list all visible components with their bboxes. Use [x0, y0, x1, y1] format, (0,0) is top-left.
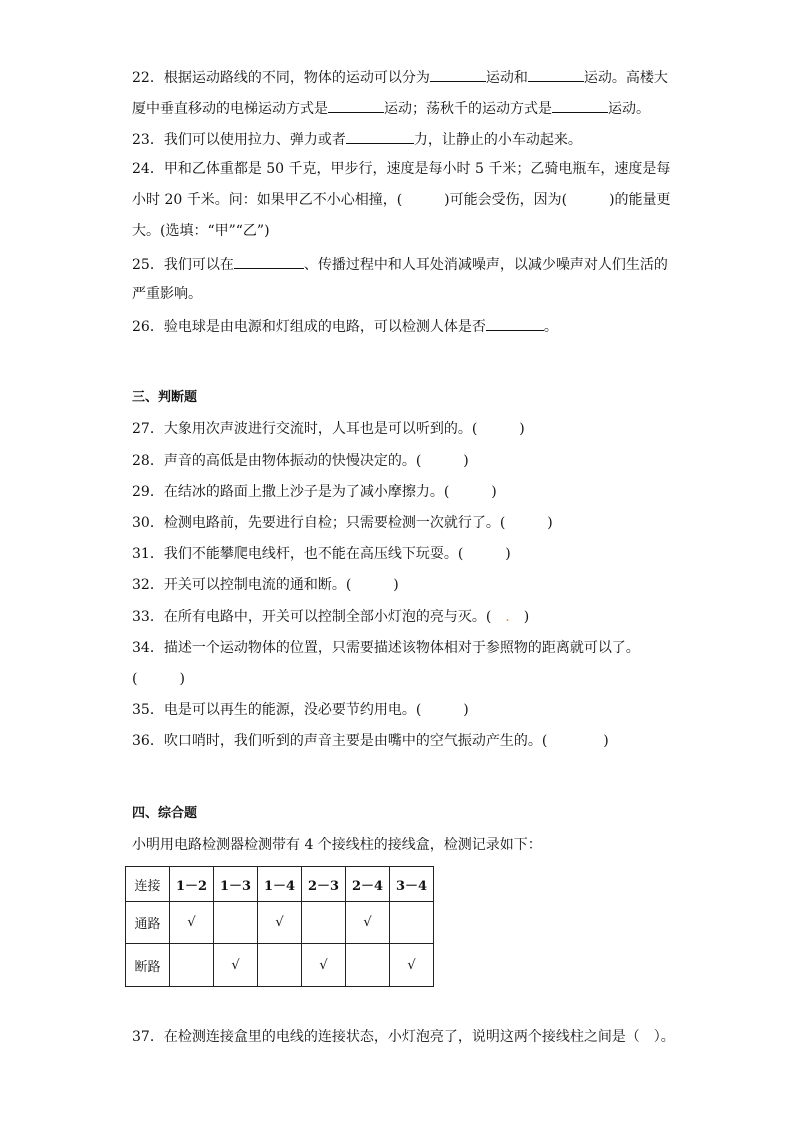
- table-cell: [214, 902, 258, 944]
- table-cell: √: [302, 944, 346, 987]
- question-22-line2: [132, 99, 650, 117]
- q26-text-b: 。: [543, 319, 558, 335]
- q33-dot: .: [505, 609, 510, 625]
- q22-text-f: 运动。: [608, 101, 650, 117]
- question-33: [132, 609, 529, 625]
- table-cell: 2－4: [346, 867, 390, 902]
- table-cell: √: [214, 944, 258, 987]
- question-30: 30．检测电路前，先要进行自检；只需要检测一次就行了。( ): [132, 515, 553, 531]
- section-3-heading: 三、判断题: [132, 390, 198, 405]
- question-32: 32．开关可以控制电流的通和断。( ): [132, 577, 399, 593]
- q26-blank[interactable]: [486, 317, 544, 331]
- table-header-row: [126, 867, 434, 902]
- question-25-line1: [132, 255, 668, 273]
- q22-blank-3[interactable]: [328, 99, 384, 113]
- q22-blank-2[interactable]: [528, 68, 584, 82]
- table-cell: 连接: [126, 867, 170, 902]
- table-cell: √: [390, 944, 434, 987]
- question-24-line2: 小时 20 千米。问：如果甲乙不小心相撞，( )可能会受伤，因为( )的能量更: [132, 192, 671, 208]
- table-cell: [346, 944, 390, 987]
- q26-text-a: 26．验电球是由电源和灯组成的电路，可以检测人体是否: [132, 319, 486, 335]
- q22-blank-1[interactable]: [430, 68, 486, 82]
- table-intro: 小明用电路检测器检测带有 4 个接线柱的接线盒，检测记录如下：: [132, 837, 542, 853]
- question-27: 27．大象用次声波进行交流时，人耳也是可以听到的。( ): [132, 421, 525, 437]
- table-cell: 1－2: [170, 867, 214, 902]
- question-36: 36．吹口哨时，我们听到的声音主要是由嘴中的空气振动产生的。( ): [132, 733, 609, 749]
- detection-table: [125, 866, 434, 987]
- q22-text-a: 22．根据运动路线的不同，物体的运动可以分为: [132, 70, 430, 86]
- table-row: [126, 944, 434, 987]
- table-cell: 1－4: [258, 867, 302, 902]
- question-34-line1: 34．描述一个运动物体的位置，只需要描述该物体相对于参照物的距离就可以了。: [132, 640, 640, 656]
- table-cell: 1－3: [214, 867, 258, 902]
- q22-text-b: 运动和: [485, 70, 528, 86]
- q33-text-b: ): [509, 609, 530, 625]
- question-37: 37．在检测连接盒里的电线的连接状态，小灯泡亮了，说明这两个接线柱之间是（ ）。: [132, 1029, 675, 1045]
- table-cell: [302, 902, 346, 944]
- question-24-line1: 24．甲和乙体重都是 50 千克，甲步行，速度是每小时 5 千米；乙骑电瓶车，速度是每: [132, 161, 671, 177]
- question-22-line1: [132, 68, 668, 86]
- table-cell: [170, 944, 214, 987]
- q23-text-b: 力，让静止的小车动起来。: [413, 132, 582, 148]
- table-cell: [258, 944, 302, 987]
- table-cell: [390, 902, 434, 944]
- q22-text-c: 运动。高楼大: [583, 70, 668, 86]
- q22-blank-4[interactable]: [552, 99, 608, 113]
- q33-text-a: 33．在所有电路中，开关可以控制全部小灯泡的亮与灭。(: [132, 609, 506, 625]
- question-26: [132, 317, 558, 335]
- table-cell: 3－4: [390, 867, 434, 902]
- q25-text-b: 、传播过程中和人耳处消减噪声，以减少噪声对人们生活的: [303, 257, 668, 273]
- section-4-heading: 四、综合题: [132, 806, 198, 821]
- question-31: 31．我们不能攀爬电线杆，也不能在高压线下玩耍。( ): [132, 546, 511, 562]
- question-25-line2: 严重影响。: [132, 286, 202, 302]
- table-cell: √: [258, 902, 302, 944]
- q25-blank[interactable]: [234, 255, 304, 269]
- q22-text-d: 厦中垂直移动的电梯运动方式是: [132, 101, 328, 117]
- q23-blank[interactable]: [346, 130, 414, 144]
- table-cell: √: [170, 902, 214, 944]
- question-28: 28．声音的高低是由物体振动的快慢决定的。( ): [132, 453, 469, 469]
- question-35: 35．电是可以再生的能源，没必要节约用电。( ): [132, 702, 469, 718]
- q22-text-e: 运动；荡秋千的运动方式是: [384, 101, 552, 117]
- table-cell: 断路: [126, 944, 170, 987]
- question-23: [132, 130, 582, 148]
- table-cell: 2－3: [302, 867, 346, 902]
- table-cell: √: [346, 902, 390, 944]
- table-row: [126, 902, 434, 944]
- question-24-line3: 大。(选填：“甲”“乙”): [132, 223, 270, 239]
- q23-text-a: 23．我们可以使用拉力、弹力或者: [132, 132, 346, 148]
- q25-text-a: 25．我们可以在: [132, 257, 234, 273]
- question-29: 29．在结冰的路面上撒上沙子是为了减小摩擦力。( ): [132, 484, 497, 500]
- question-34-line2: ( ): [132, 671, 185, 687]
- table-cell: 通路: [126, 902, 170, 944]
